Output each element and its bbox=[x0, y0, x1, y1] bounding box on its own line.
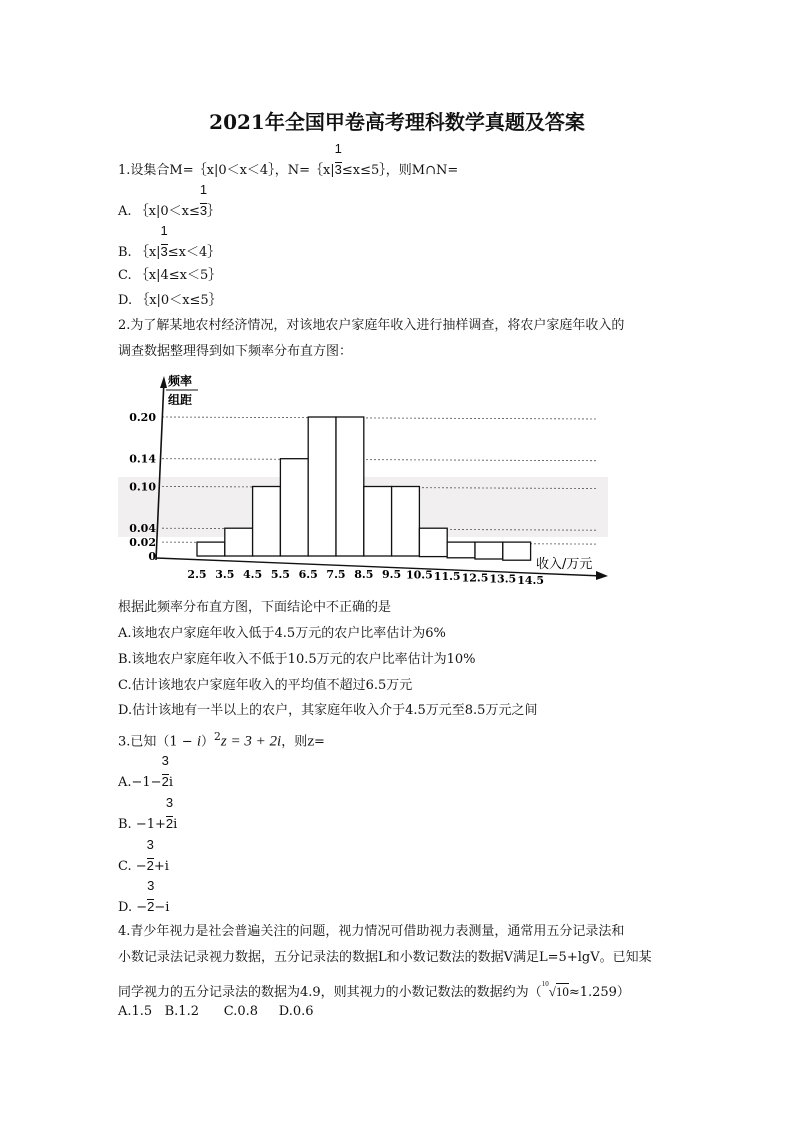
numerator: 3 bbox=[165, 795, 174, 810]
q3-option-c bbox=[118, 837, 169, 876]
histogram-bar bbox=[253, 487, 281, 557]
q2-stem-line-1: 2.为了解某地农村经济情况，对该地农户家庭年收入进行抽样调查，将农户家庭年收入的 bbox=[118, 318, 625, 333]
x-axis-arrow bbox=[596, 571, 608, 580]
q1-stem bbox=[118, 141, 459, 180]
q2-option-c: C.估计该地农户家庭年收入的平均值不超过6.5万元 bbox=[118, 678, 413, 693]
q2-option-b: B.该地农户家庭年收入不低于10.5万元的农户比率估计为10% bbox=[118, 652, 476, 667]
x-axis-label: 收入/万元 bbox=[536, 557, 593, 572]
x-tick-label: 11.5 bbox=[433, 569, 461, 583]
denominator: 3 bbox=[334, 162, 342, 177]
x-tick-label: 9.5 bbox=[382, 568, 402, 581]
q4-option-a: A.1.5 bbox=[118, 1004, 153, 1019]
option-text: A.−1− bbox=[118, 775, 162, 790]
y-axis-arrow bbox=[160, 376, 167, 388]
y-tick-label: 0 bbox=[148, 550, 156, 563]
denominator: 2 bbox=[161, 774, 169, 789]
option-text: ≤x＜4｝ bbox=[167, 245, 221, 260]
x-tick-label: 12.5 bbox=[461, 571, 489, 585]
q1-stem-text: ≤x≤5｝，则M∩N= bbox=[341, 163, 459, 178]
option-text: A. ｛x|0＜x≤ bbox=[118, 204, 200, 219]
denominator: 3 bbox=[199, 203, 208, 218]
histogram-bar bbox=[447, 542, 475, 558]
numerator: 3 bbox=[147, 878, 155, 893]
y-tick-label: 0.14 bbox=[129, 452, 156, 466]
q3-stem-text: ，则z= bbox=[281, 734, 325, 750]
fraction bbox=[161, 753, 169, 792]
histogram-bar bbox=[197, 542, 225, 556]
q2-option-a: A.该地农户家庭年收入低于4.5万元的农户比率估计为6% bbox=[118, 626, 446, 641]
option-text: B. ｛x| bbox=[118, 245, 161, 260]
option-text: D. − bbox=[118, 900, 148, 915]
fraction bbox=[146, 837, 154, 876]
root-index: 10 bbox=[541, 980, 549, 988]
q3-stem bbox=[118, 728, 325, 751]
q2-option-d: D.估计该地有一半以上的农户，其家庭年收入介于4.5万元至8.5万元之间 bbox=[118, 703, 538, 718]
option-text: i bbox=[168, 775, 173, 790]
denominator: 2 bbox=[147, 899, 155, 914]
q1-option-a bbox=[118, 182, 221, 221]
denominator: 2 bbox=[146, 858, 154, 873]
y-tick-label: 0.02 bbox=[129, 536, 156, 550]
histogram-bar bbox=[280, 459, 308, 556]
y-tick-label: 0.20 bbox=[129, 411, 156, 424]
histogram-bar bbox=[392, 487, 420, 557]
x-tick-label: 7.5 bbox=[326, 568, 346, 581]
q4-options bbox=[118, 1003, 314, 1021]
histogram-chart bbox=[118, 372, 608, 592]
histogram-bar bbox=[225, 528, 253, 556]
histogram-bar bbox=[419, 528, 447, 556]
q4-option-d: D.0.6 bbox=[278, 1004, 314, 1019]
x-tick-label: 5.5 bbox=[270, 568, 290, 581]
page-title: 2021年全国甲卷高考理科数学真题及答案 bbox=[209, 110, 585, 134]
y-tick-label: 0.04 bbox=[129, 522, 156, 536]
q1-option-b bbox=[118, 223, 221, 262]
x-tick-label: 14.5 bbox=[517, 573, 544, 587]
q3-option-d bbox=[118, 878, 170, 917]
fraction bbox=[199, 182, 208, 221]
histogram-bar bbox=[308, 417, 336, 556]
q1-stem-text: 1.设集合M=｛x|0＜x＜4｝，N=｛x| bbox=[118, 163, 335, 178]
imag-unit: i bbox=[196, 733, 202, 750]
q3-stem-text: ） bbox=[201, 734, 215, 750]
q3-stem-text: 3.已知（1 − bbox=[118, 734, 197, 750]
denominator: 2 bbox=[165, 816, 174, 831]
q4-stem-line-1: 4.青少年视力是社会普遍关注的问题，视力情况可借助视力表测量，通常用五分记录法和 bbox=[118, 924, 625, 939]
q2-question: 根据此频率分布直方图，下面结论中不正确的是 bbox=[118, 600, 392, 615]
imag-unit: i bbox=[277, 733, 282, 750]
x-tick-label: 13.5 bbox=[489, 572, 517, 586]
gridline bbox=[162, 459, 598, 461]
option-text: B. −1+ bbox=[118, 817, 166, 832]
option-text: C. − bbox=[118, 859, 147, 874]
tenth-root: $^{10}$√10 bbox=[541, 980, 569, 999]
q4-option-b: B.1.2 bbox=[164, 1004, 199, 1019]
option-text: −i bbox=[154, 900, 170, 915]
histogram-bar bbox=[475, 542, 503, 559]
histogram-bar bbox=[364, 487, 392, 557]
fraction bbox=[334, 141, 342, 180]
q3-option-b bbox=[118, 795, 178, 834]
fraction bbox=[147, 878, 155, 917]
histogram-bar bbox=[503, 542, 531, 560]
q4-stem-text: ≈1.259） bbox=[568, 985, 630, 1000]
fraction bbox=[160, 223, 168, 262]
fraction bbox=[165, 795, 174, 834]
x-tick-label: 4.5 bbox=[243, 568, 263, 581]
histogram-bar bbox=[336, 417, 364, 556]
q4-stem-text: 同学视力的五分记录法的数据为4.9，则其视力的小数记数法的数据约为（ bbox=[118, 985, 542, 1000]
y-axis-label-denominator: 组距 bbox=[168, 393, 193, 407]
q4-option-c: C.0.8 bbox=[223, 1004, 259, 1019]
q3-option-a bbox=[118, 753, 173, 792]
x-tick-label: 10.5 bbox=[406, 568, 433, 582]
q1-option-d: D. ｛x|0＜x≤5｝ bbox=[118, 293, 222, 308]
q1-option-c: C. ｛x|4≤x＜5｝ bbox=[118, 268, 222, 283]
y-axis-label-numerator: 频率 bbox=[168, 374, 193, 388]
denominator: 3 bbox=[160, 244, 168, 259]
option-text: +i bbox=[153, 859, 169, 874]
numerator: 1 bbox=[334, 141, 342, 156]
q4-stem-line-2: 小数记录法记录视力数据，五分记录法的数据L和小数记数法的数据V满足L=5+lgV。已知某 bbox=[118, 950, 652, 965]
numerator: 1 bbox=[160, 223, 168, 238]
x-tick-label: 3.5 bbox=[215, 568, 235, 581]
radicand: 10 bbox=[555, 984, 569, 999]
numerator: 1 bbox=[199, 182, 208, 197]
q3-equation: z = 3 + 2 bbox=[220, 733, 278, 750]
q2-stem-line-2: 调查数据整理得到如下频率分布直方图： bbox=[118, 344, 353, 359]
x-tick-label: 2.5 bbox=[187, 568, 207, 581]
x-tick-label: 8.5 bbox=[354, 568, 374, 581]
option-text: ｝ bbox=[207, 204, 221, 219]
gridline bbox=[162, 417, 598, 419]
exponent: 2 bbox=[214, 730, 221, 743]
q4-stem-line-3 bbox=[118, 975, 630, 1002]
option-text: i bbox=[173, 817, 178, 832]
numerator: 3 bbox=[146, 837, 154, 852]
numerator: 3 bbox=[161, 753, 169, 768]
x-tick-label: 6.5 bbox=[298, 568, 318, 581]
y-tick-label: 0.10 bbox=[129, 480, 156, 494]
